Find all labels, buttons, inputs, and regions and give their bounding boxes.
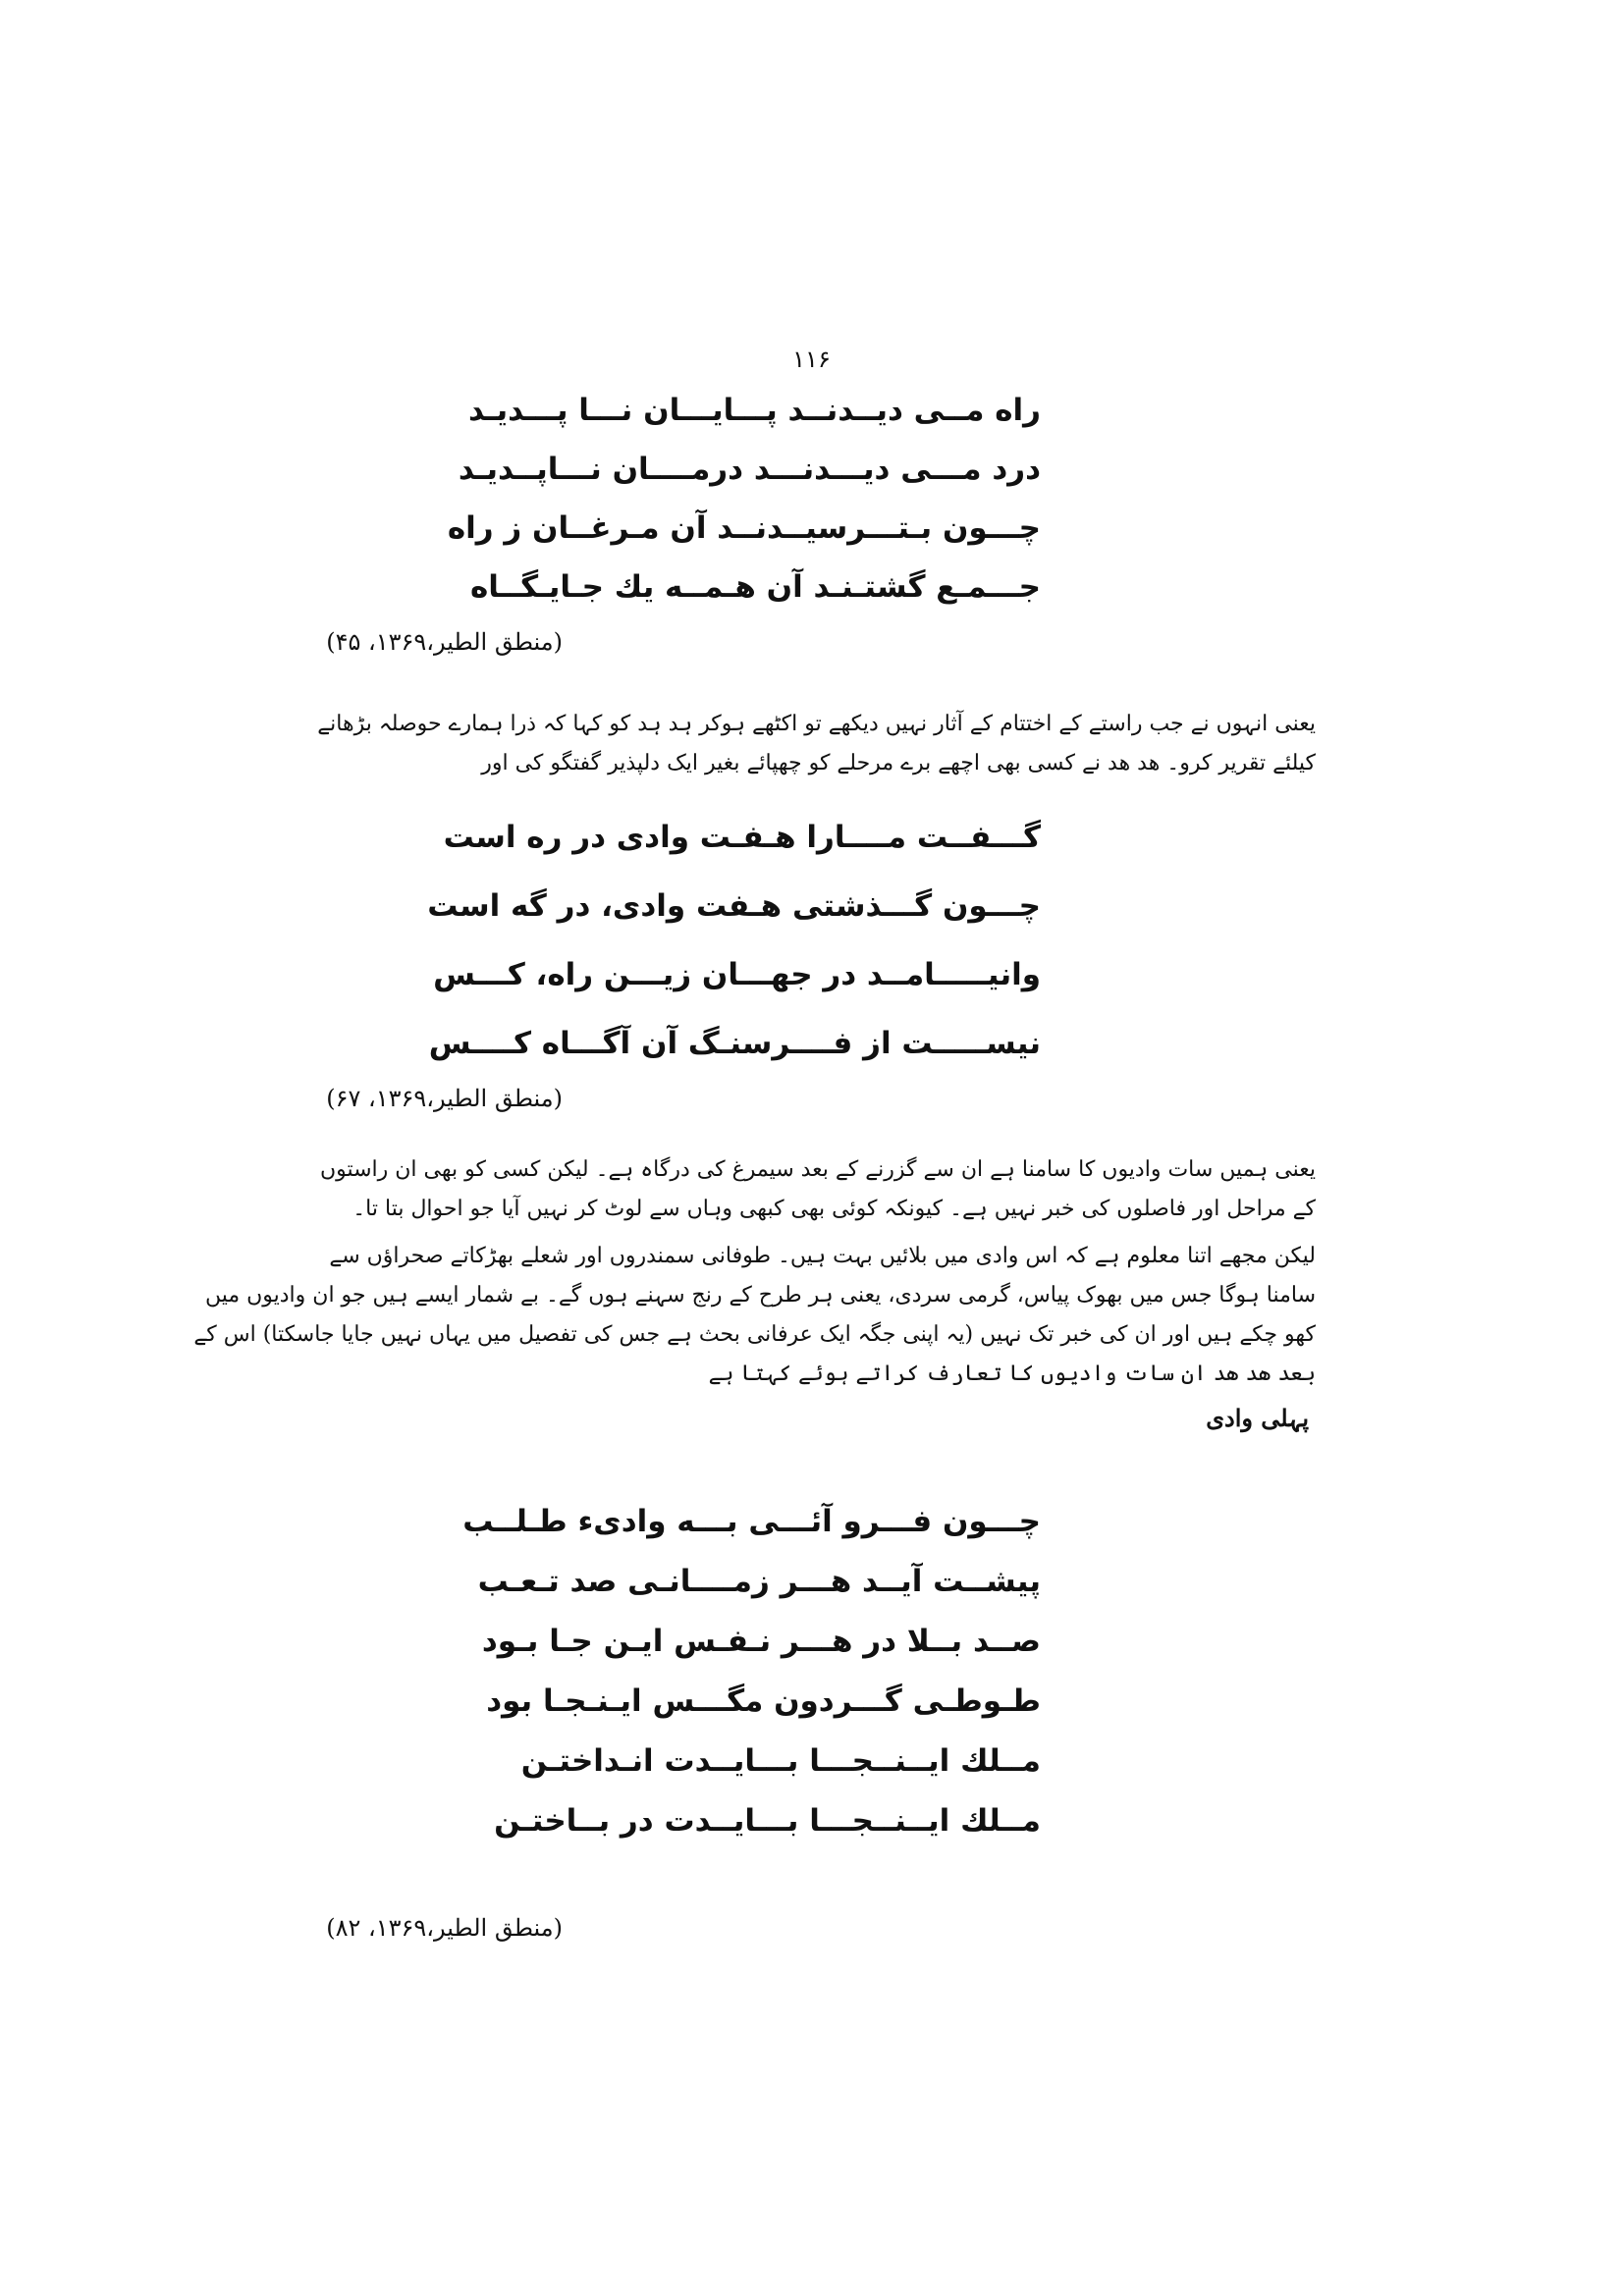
- verse-line: طـوطـی گـــردون مگـــس ایـنـجـا بود: [486, 1683, 1041, 1719]
- verse-line: وانیـــــامــد در جهـــان زیـــن راه، کـــس: [433, 957, 1041, 992]
- verse-line: درد مـــی دیـــدنـــد درمــــان نـــاپــدیـد: [458, 452, 1041, 487]
- prose-line: لیکن مجھے اتنا معلوم ہے کہ اس وادی میں بلائیں بہت ہیں۔ طوفانی سمندروں اور شعلے بھڑکاتے صحراؤں سے: [329, 1244, 1316, 1268]
- verse-line: پیشــت آیــد هـــر زمــــانـی صد تـعـب: [477, 1564, 1041, 1599]
- verse-line: صــد بــلا در هـــر نـفـس ایـن جـا بـود: [481, 1624, 1041, 1659]
- verse-line: مــلك ایــنــجـــا بـــایــدت در بــاختـن: [494, 1803, 1041, 1839]
- verse-line: جـــمـع گشتـنـد آن هـمــه یك جـایـگــاه: [469, 569, 1041, 605]
- prose-line: کھو چکے ہیں اور ان کی خبر تک نہیں (یہ اپنی جگہ ایک عرفانی بحث ہے جس کی تفصیل میں یہاں نہیں جایا جاسکتا) اس کے: [193, 1322, 1316, 1347]
- verse-block-1: [447, 381, 1041, 616]
- prose-line: کیلئے تقریر کرو۔ ھد ھد نے کسی بھی اچھے برے مرحلے کو چھپائے بغیر ایک دلپذیر گفتگو کی اور: [481, 751, 1316, 775]
- citation-1: (منطق الطیر،۱۳۶۹، ۴۵): [326, 628, 563, 656]
- verse-block-3: [462, 1492, 1041, 1851]
- prose-line: کے مراحل اور فاصلوں کی خبر نہیں ہے۔ کیونکہ کوئی بھی کبھی وہاں سے لوٹ کر نہیں آیا جو احوال بتا تا۔: [352, 1197, 1316, 1221]
- verse-block-2: [427, 803, 1041, 1078]
- page-number: ۱۱۶: [792, 346, 831, 373]
- prose-line: یعنی ہمیں سات وادیوں کا سامنا ہے ان سے گزرنے کے بعد سیمرغ کی درگاہ ہے۔ لیکن کسی کو بھی ان راستوں: [319, 1157, 1316, 1182]
- verse-line: نیســـــت از فــــرسنـگ آن آگـــاه کــــس: [428, 1026, 1041, 1061]
- verse-line: راه مــی دیــدنــد پـــایـــان نـــا پـــدیـد: [467, 393, 1041, 428]
- citation-3: (منطق الطیر،۱۳۶۹، ۸۲): [326, 1914, 563, 1942]
- prose-line: بعد ھد ھد ان سات وادیوں کا تعارف کراتے ہوئے کہتا ہے: [708, 1362, 1316, 1386]
- prose-line: یعنی انہوں نے جب راستے کے اختتام کے آثار نہیں دیکھے تو اکٹھے ہوکر ہد ہد کو کہا کہ ذرا ہمارے حوصلہ بڑھانے: [317, 712, 1316, 736]
- verse-line: مــلك ایــنــجـــا بـــایــدت انـداختـن: [520, 1743, 1041, 1779]
- verse-line: گـــفــت مــــارا هـفـت وادی در ره است: [443, 820, 1041, 855]
- section-heading: پہلی وادی: [1206, 1404, 1309, 1432]
- verse-line: چـــون بـتـــرسیــدنــد آن مـرغــان ز راه: [447, 510, 1041, 546]
- paragraph-2: [314, 1150, 1316, 1229]
- verse-line: چـــون فـــرو آئـــی بـــه وادیء طـلــب: [462, 1504, 1041, 1539]
- citation-2: (منطق الطیر،۱۳۶۹، ۶۷): [326, 1085, 563, 1112]
- prose-line: سامنا ہوگا جس میں بھوک پیاس، گرمی سردی، یعنی ہر طرح کے رنج سہنے ہوں گے۔ بے شمار ایسے ہیں جو ان وادیوں میں: [204, 1283, 1316, 1308]
- paragraph-1: [314, 705, 1316, 783]
- paragraph-3: [193, 1237, 1316, 1394]
- verse-line: چـــون گـــذشتی هـفت وادی، در گه است: [427, 888, 1041, 924]
